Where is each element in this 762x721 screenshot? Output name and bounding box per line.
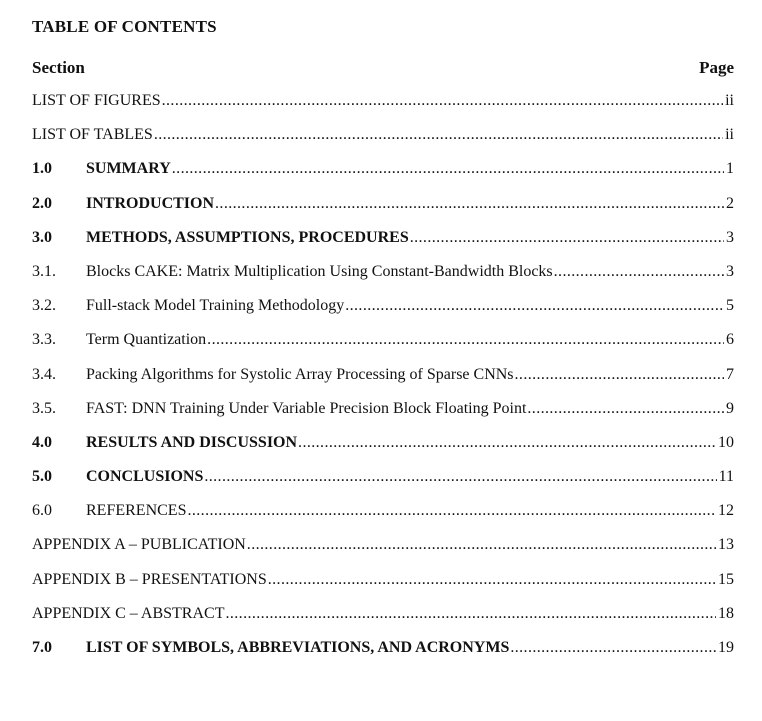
dot-leader: [554, 263, 724, 281]
dot-leader: [204, 468, 716, 486]
toc-entry-page: 6: [726, 331, 734, 349]
toc-entry-page: 3: [726, 228, 734, 246]
dot-leader: [247, 536, 716, 554]
toc-list: [32, 92, 734, 673]
toc-entry-title: Packing Algorithms for Systolic Array Processing of Sparse CNNs: [86, 365, 514, 383]
toc-entry-list-of-tables[interactable]: [32, 126, 734, 160]
toc-entry-summary[interactable]: [32, 160, 734, 194]
toc-entry-page: 7: [726, 365, 734, 383]
toc-entry-title: Full-stack Model Training Methodology: [86, 297, 345, 315]
toc-entry-appendix-c[interactable]: [32, 605, 734, 639]
toc-entry-references[interactable]: [32, 502, 734, 536]
toc-entry-page: 13: [718, 536, 734, 554]
toc-entry-number: 4.0: [32, 433, 52, 451]
toc-entry-page: 1: [726, 160, 734, 178]
toc-entry-number: 3.4.: [32, 365, 56, 383]
toc-entry-number: 3.0: [32, 228, 52, 246]
toc-entry-title: SUMMARY: [86, 160, 171, 178]
dot-leader: [162, 92, 723, 110]
toc-entry-number: 5.0: [32, 468, 52, 486]
toc-entry-page: 3: [726, 262, 734, 280]
toc-entry-page: 2: [726, 194, 734, 212]
toc-entry-number: 2.0: [32, 194, 52, 212]
toc-entry-title: INTRODUCTION: [86, 194, 215, 212]
toc-entry-title: LIST OF FIGURES: [32, 92, 161, 109]
toc-entry-packing-algorithms[interactable]: [32, 366, 734, 400]
toc-entry-title: LIST OF SYMBOLS, ABBREVIATIONS, AND ACRONYMS: [86, 639, 510, 656]
toc-entry-page: 10: [718, 433, 734, 451]
toc-entry-title: METHODS, ASSUMPTIONS, PROCEDURES: [86, 228, 409, 246]
toc-entry-title: FAST: DNN Training Under Variable Precision Block Floating Point: [86, 399, 527, 417]
toc-entry-appendix-a[interactable]: [32, 536, 734, 570]
toc-entry-list-of-symbols[interactable]: [32, 639, 734, 673]
toc-entry-introduction[interactable]: [32, 195, 734, 229]
dot-leader: [527, 400, 724, 418]
toc-entry-list-of-figures[interactable]: [32, 92, 734, 126]
toc-entry-number: 6.0: [32, 502, 52, 520]
toc-column-header: [32, 58, 734, 80]
toc-entry-term-quantization[interactable]: [32, 331, 734, 365]
toc-entry-fast-dnn-training[interactable]: [32, 400, 734, 434]
toc-entry-title: LIST OF TABLES: [32, 126, 153, 144]
dot-leader: [154, 126, 723, 144]
toc-entry-full-stack-training[interactable]: [32, 297, 734, 331]
toc-entry-title: REFERENCES: [86, 502, 187, 520]
section-column-label: Section: [32, 58, 85, 77]
dot-leader: [510, 639, 716, 657]
toc-entry-number: 3.3.: [32, 331, 56, 349]
page-title: TABLE OF CONTENTS: [32, 17, 217, 36]
toc-entry-methods[interactable]: [32, 229, 734, 263]
dot-leader: [268, 571, 716, 589]
dot-leader: [515, 366, 724, 384]
toc-entry-title: APPENDIX C – ABSTRACT: [32, 604, 225, 622]
toc-entry-title: APPENDIX A – PUBLICATION: [32, 536, 246, 554]
toc-entry-page: 12: [718, 502, 734, 520]
toc-entry-title: Term Quantization: [86, 331, 207, 349]
toc-entry-page: 5: [726, 297, 734, 315]
dot-leader: [215, 195, 724, 213]
toc-entry-page: ii: [725, 92, 734, 109]
dot-leader: [410, 229, 724, 247]
toc-entry-conclusions[interactable]: [32, 468, 734, 502]
toc-entry-number: 7.0: [32, 639, 52, 656]
toc-entry-title: APPENDIX B – PRESENTATIONS: [32, 570, 267, 588]
page-column-label: Page: [699, 58, 734, 77]
toc-entry-page: 18: [718, 604, 734, 622]
toc-entry-number: 3.5.: [32, 399, 56, 417]
toc-entry-number: 3.2.: [32, 297, 56, 315]
toc-entry-blocks-cake[interactable]: [32, 263, 734, 297]
toc-entry-page: 19: [718, 639, 734, 656]
toc-entry-title: RESULTS AND DISCUSSION: [86, 433, 298, 451]
toc-entry-results[interactable]: [32, 434, 734, 468]
toc-entry-number: 1.0: [32, 160, 52, 178]
dot-leader: [225, 605, 716, 623]
toc-entry-page: 11: [718, 468, 734, 486]
toc-entry-page: ii: [725, 126, 734, 144]
toc-entry-title: Blocks CAKE: Matrix Multiplication Using Constant-Bandwidth Blocks: [86, 262, 553, 280]
toc-entry-page: 9: [726, 399, 734, 417]
dot-leader: [187, 502, 716, 520]
toc-entry-number: 3.1.: [32, 262, 56, 280]
toc-entry-page: 15: [718, 570, 734, 588]
dot-leader: [345, 297, 724, 315]
dot-leader: [298, 434, 716, 452]
toc-entry-appendix-b[interactable]: [32, 571, 734, 605]
toc-entry-title: CONCLUSIONS: [86, 468, 204, 486]
dot-leader: [207, 331, 724, 349]
dot-leader: [172, 160, 724, 178]
